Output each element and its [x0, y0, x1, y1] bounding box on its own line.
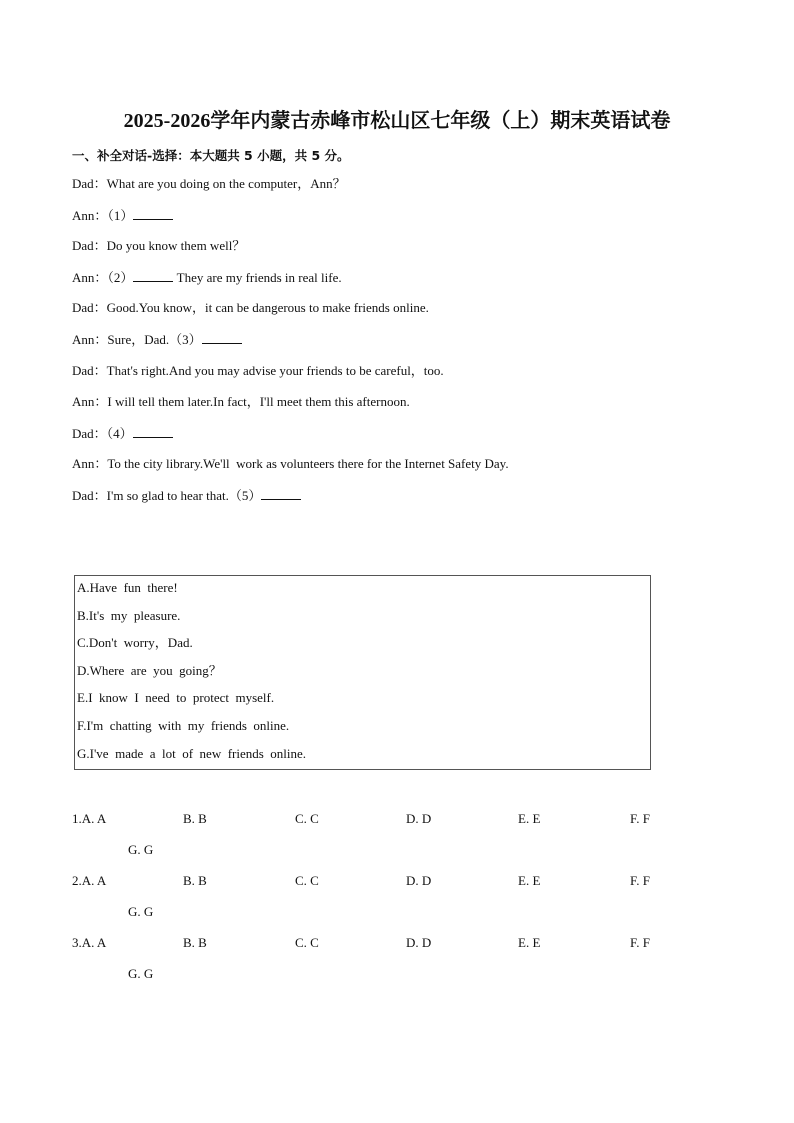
dialogue-line: [72, 176, 509, 207]
option-item: D.Where are you going？: [77, 662, 222, 678]
answer-blank: [133, 269, 173, 282]
answer-blank: [133, 425, 173, 438]
choice-option[interactable]: E. E: [518, 935, 541, 950]
dialogue-text: Dad：Good.You know，it can be dangerous to make friends online.: [72, 300, 429, 316]
choice-option[interactable]: F. F: [630, 811, 650, 826]
answer-blank: [202, 331, 242, 344]
dialogue-line: [72, 331, 509, 362]
question-number: 3.: [72, 935, 82, 950]
answer-blank: [133, 207, 173, 220]
dialogue-text: Dad：That's right.And you may advise your friends to be careful，too.: [72, 362, 444, 378]
choice-option[interactable]: B. B: [183, 935, 207, 950]
option-item: C.Don't worry，Dad.: [77, 635, 193, 651]
choice-label: A. A: [81, 935, 107, 950]
choice-option[interactable]: E. E: [518, 873, 541, 888]
options-box: [74, 575, 651, 770]
question-block: [72, 811, 732, 873]
choice-option[interactable]: E. E: [518, 811, 541, 826]
choice-label: A. A: [81, 811, 107, 826]
answer-blank: [261, 487, 301, 500]
choice-option[interactable]: C. C: [295, 935, 319, 950]
dialogue-text: Dad：What are you doing on the computer，Ann？: [72, 176, 346, 191]
choice-option[interactable]: D. D: [406, 873, 432, 888]
dialogue-text: Dad：I'm so glad to hear that.（5）: [72, 487, 262, 503]
page-title: 2025-2026学年内蒙古赤峰市松山区七年级（上）期末英语试卷: [123, 110, 671, 132]
dialogue-line: [72, 487, 509, 518]
dialogue-line: [72, 300, 509, 331]
choice-option[interactable]: D. D: [406, 811, 432, 826]
choice-option[interactable]: G. G: [128, 842, 154, 857]
choice-option[interactable]: B. B: [183, 811, 207, 826]
option-item: F.I'm chatting with my friends online.: [77, 717, 290, 733]
dialogue-line: [72, 456, 509, 487]
question-number: 2.: [72, 873, 82, 888]
dialogue-line: [72, 207, 509, 238]
dialogue-line: [72, 269, 509, 300]
choice-option[interactable]: D. D: [406, 935, 432, 950]
dialogue-line: [72, 425, 509, 456]
section-heading: 一、补全对话-选择：本大题共 5 小题，共 5 分。: [72, 148, 350, 163]
choice-option[interactable]: G. G: [128, 904, 154, 919]
dialogue-text: Ann：（1）: [72, 208, 134, 224]
choice-option[interactable]: [72, 935, 106, 951]
question-block: [72, 935, 732, 997]
choice-option[interactable]: C. C: [295, 811, 319, 826]
dialogue-text: Dad：（4）: [72, 425, 133, 441]
dialogue: [72, 176, 509, 518]
choice-option[interactable]: F. F: [630, 935, 650, 950]
option-item: E.I know I need to protect myself.: [77, 690, 275, 706]
option-item: B.It's my pleasure.: [77, 607, 181, 623]
choice-label: A. A: [81, 873, 107, 888]
option-item: G.I've made a lot of new friends online.: [77, 745, 307, 761]
dialogue-text: Ann：（2）: [72, 270, 134, 286]
dialogue-text-after: They are my friends in real life.: [173, 270, 342, 286]
dialogue-text: Ann：To the city library.We'll work as volunteers there for the Internet Safety Day.: [72, 455, 509, 471]
question-number: 1.: [72, 811, 82, 826]
dialogue-text: Dad：Do you know them well？: [72, 238, 246, 254]
dialogue-text: Ann：Sure，Dad.（3）: [72, 332, 202, 348]
choice-option[interactable]: [72, 873, 106, 889]
dialogue-text: Ann：I will tell them later.In fact，I'll meet them this afternoon.: [72, 393, 410, 409]
option-item: A.Have fun there!: [77, 580, 178, 595]
choice-option[interactable]: G. G: [128, 966, 154, 981]
choice-option[interactable]: B. B: [183, 873, 207, 888]
choice-option[interactable]: F. F: [630, 873, 650, 888]
dialogue-line: [72, 363, 509, 394]
dialogue-line: [72, 394, 509, 425]
choice-option[interactable]: [72, 811, 106, 827]
choice-option[interactable]: C. C: [295, 873, 319, 888]
question-block: [72, 873, 732, 935]
dialogue-line: [72, 238, 509, 269]
